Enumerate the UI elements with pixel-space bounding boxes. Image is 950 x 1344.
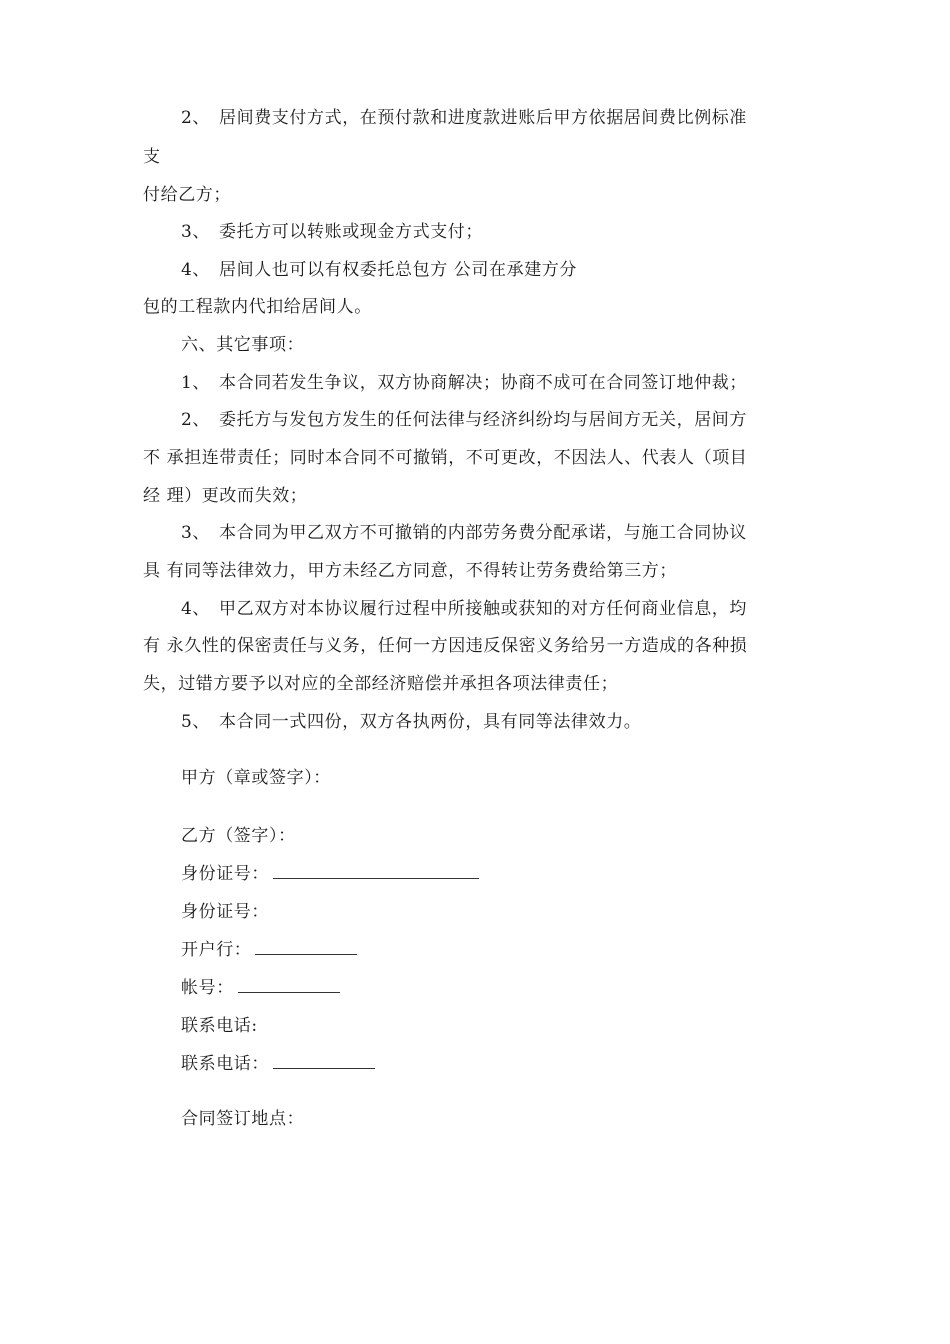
phone-row-1: 联系电话: <box>181 1016 258 1036</box>
item-number: 5、 <box>181 712 211 732</box>
paragraph-6-4-line-3: 失，过错方要予以对应的全部经济赔偿并承担各项法律责任； <box>143 674 619 694</box>
section-6-heading: 六、其它事项： <box>181 335 305 355</box>
item-number: 3、 <box>181 222 211 242</box>
bank-row <box>181 938 357 962</box>
paragraph-6-4-line-2: 有 永久性的保密责任与义务，任何一方因违反保密义务给另一方造成的各种损 <box>143 636 748 656</box>
id-number-row-2: 身份证号： <box>181 902 269 922</box>
item-number: 2、 <box>181 410 211 430</box>
paragraph-6-4-line-1: 4、 甲乙双方对本协议履行过程中所接触或获知的对方任何商业信息，均 <box>181 599 747 619</box>
paragraph-6-3-line-2: 具 有同等法律效力，甲方未经乙方同意，不得转让劳务费给第三方； <box>143 561 678 581</box>
bank-label: 开户行： <box>181 940 252 960</box>
item-number: 4、 <box>181 260 211 280</box>
party-a-signature-label: 甲方（章或签字）： <box>181 768 331 788</box>
account-blank-line <box>238 976 340 993</box>
paragraph-6-1: 1、 本合同若发生争议，双方协商解决；协商不成可在合同签订地仲裁； <box>181 373 747 393</box>
contract-place-label: 合同签订地点： <box>181 1109 305 1129</box>
paragraph-6-2-line-3: 经 理）更改而失效； <box>143 486 308 506</box>
id-number-row-1 <box>181 862 479 886</box>
id-number-blank-line <box>273 862 479 879</box>
paragraph-5-2-line-2: 支 <box>143 147 161 167</box>
paragraph-6-5: 5、 本合同一式四份，双方各执两份，具有同等法律效力。 <box>181 712 642 732</box>
item-number: 4、 <box>181 599 211 619</box>
phone-label: 联系电话： <box>181 1054 269 1074</box>
account-row <box>181 976 340 1000</box>
id-number-label: 身份证号： <box>181 864 269 884</box>
paragraph-6-2-line-1: 2、 委托方与发包方发生的任何法律与经济纠纷均与居间方无关，居间方 <box>181 410 747 430</box>
phone-row-2 <box>181 1052 375 1076</box>
account-label: 帐号： <box>181 978 234 998</box>
item-number: 1、 <box>181 373 211 393</box>
item-number: 3、 <box>181 523 211 543</box>
bank-blank-line <box>255 938 357 955</box>
paragraph-5-2-line-3: 付给乙方； <box>143 185 231 205</box>
phone-blank-line <box>273 1052 375 1069</box>
paragraph-5-3: 3、 委托方可以转账或现金方式支付； <box>181 222 483 242</box>
paragraph-5-2-line-1: 2、 居间费支付方式，在预付款和进度款进账后甲方依据居间费比例标准 <box>181 108 747 128</box>
paragraph-6-3-line-1: 3、 本合同为甲乙双方不可撤销的内部劳务费分配承诺，与施工合同协议 <box>181 523 747 543</box>
paragraph-6-2-line-2: 不 承担连带责任；同时本合同不可撤销，不可更改，不因法人、代表人（项目 <box>143 448 748 468</box>
paragraph-5-4-line-2: 包的工程款内代扣给居间人。 <box>143 297 372 317</box>
party-b-signature-label: 乙方（签字）： <box>181 826 296 846</box>
paragraph-5-4-line-1: 4、 居间人也可以有权委托总包方 公司在承建方分 <box>181 260 578 280</box>
item-number: 2、 <box>181 108 211 128</box>
